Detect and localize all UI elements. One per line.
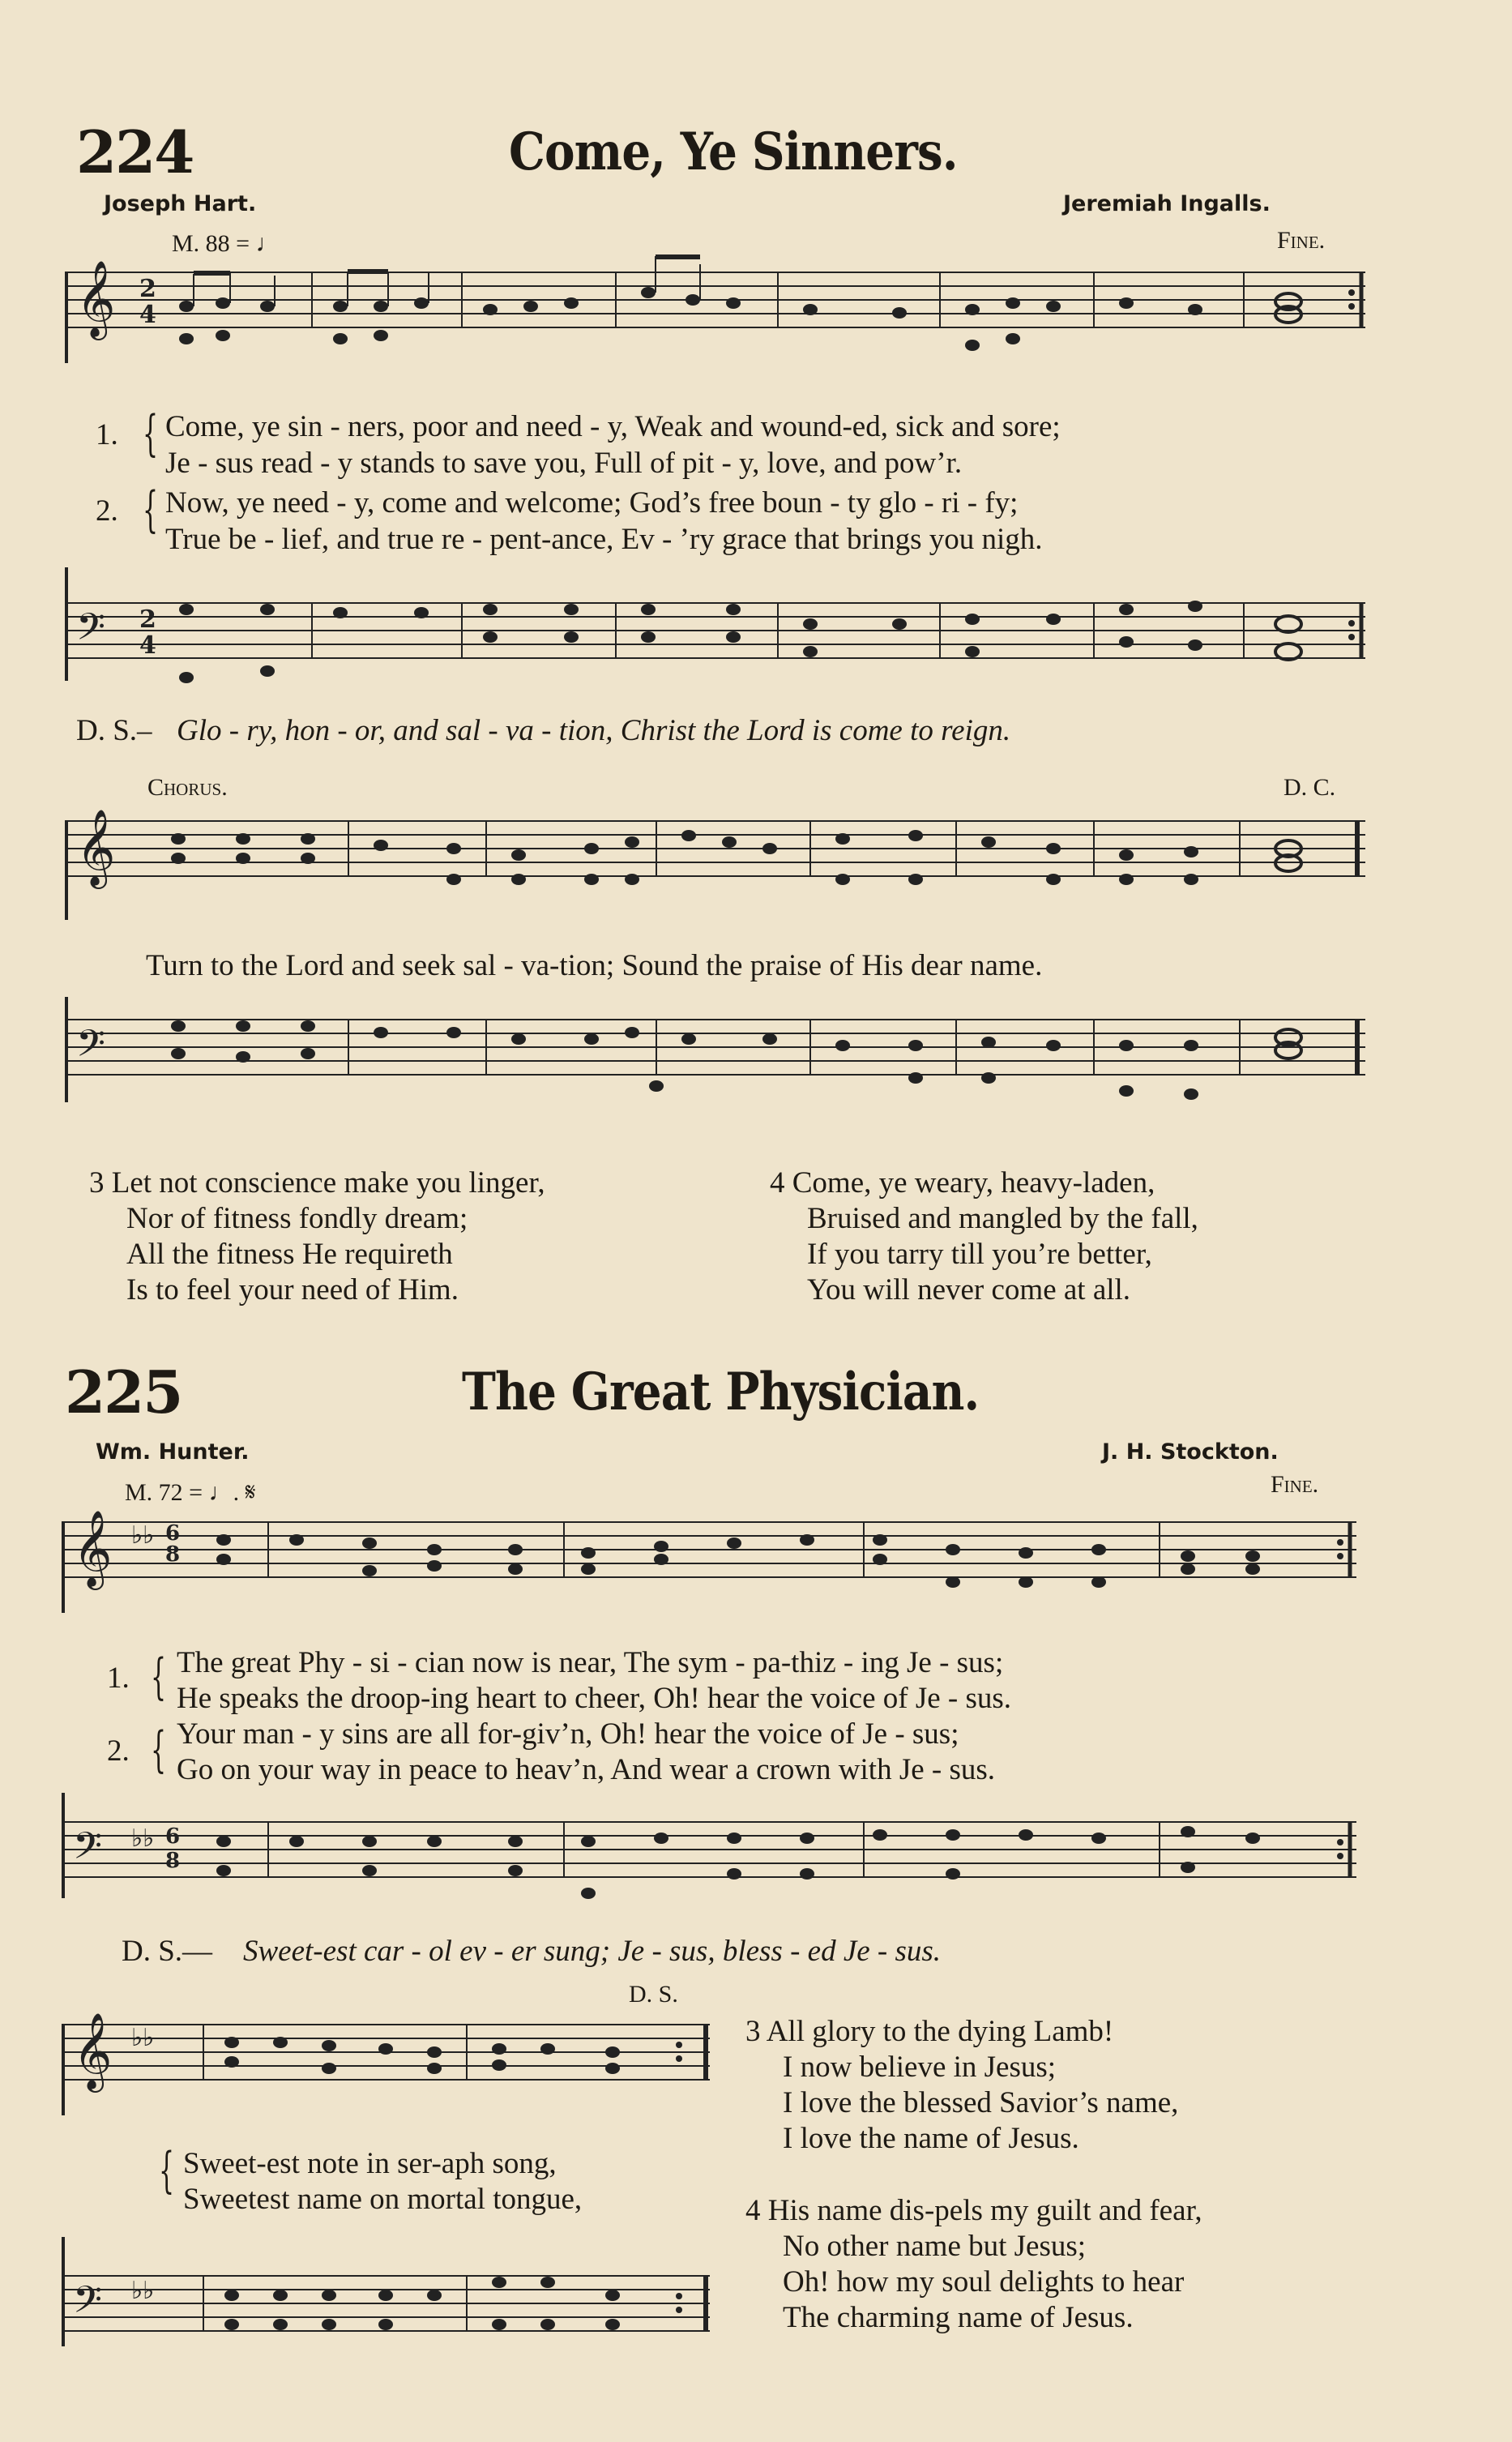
- svg-text:♭♭: ♭♭: [131, 2277, 155, 2305]
- verse-3: 3 All glory to the dying Lamb! I now believe in Jesus; I love the blessed Savior’s name, I love the name of Jesus.: [745, 2015, 1179, 2155]
- svg-text:8: 8: [165, 1542, 181, 1567]
- svg-text:𝄞: 𝄞: [73, 2012, 113, 2089]
- stanza-number: 1.: [107, 1662, 130, 1695]
- refrain-treble-staff: [62, 2010, 718, 2115]
- svg-text:2: 2: [139, 275, 156, 303]
- stanza-number: 2.: [96, 494, 118, 528]
- refrain-lyric: Sweetest name on mortal tongue,: [183, 2183, 583, 2216]
- hymn-title: Come, Ye Sinners.: [509, 122, 958, 182]
- svg-text:♭♭: ♭♭: [131, 2024, 155, 2052]
- composer-credit: Jeremiah Ingalls.: [1063, 191, 1271, 216]
- ds-label: D. S.–: [76, 714, 152, 747]
- svg-text:6: 6: [165, 1824, 181, 1849]
- lyric-line: Je - sus read - y stands to save you, Full of pit - y, love, and pow’r.: [165, 447, 963, 480]
- svg-text:4: 4: [139, 631, 156, 660]
- author-credit: Joseph Hart.: [104, 191, 257, 216]
- lyric-line: Your man - y sins are all for-giv’n, Oh! hear the voice of Je - sus;: [177, 1717, 959, 1751]
- lyric-line: Come, ye sin - ners, poor and need - y, Weak and wound-ed, sick and sore;: [165, 410, 1061, 443]
- refrain-bass-staff: [62, 2237, 718, 2350]
- fine-marking: Fine.: [1271, 1471, 1319, 1498]
- svg-text:𝄢: 𝄢: [73, 2278, 103, 2331]
- stanza-brace: {: [143, 405, 159, 462]
- chorus-bass-staff: [65, 997, 1369, 1118]
- svg-text:4: 4: [139, 301, 156, 329]
- svg-text:2: 2: [139, 605, 156, 634]
- refrain-brace: {: [159, 2142, 175, 2199]
- ds-lyric: Glo - ry, hon - or, and sal - va - tion, Christ the Lord is come to reign.: [177, 714, 1011, 747]
- treble-staff: [62, 1508, 1358, 1613]
- lyric-line: Go on your way in peace to heav’n, And wear a crown with Je - sus.: [177, 1753, 996, 1786]
- svg-text:8: 8: [165, 1849, 181, 1873]
- stanza-brace: {: [151, 1649, 167, 1705]
- author-credit: Wm. Hunter.: [96, 1439, 250, 1465]
- tempo-marking: M. 72 = ♩. 𝄋: [125, 1479, 256, 1506]
- composer-credit: J. H. Stockton.: [1102, 1439, 1279, 1465]
- verse-4: 4 Come, ye weary, heavy-laden, Bruised and mangled by the fall, If you tarry till you’re better, You will never come at all.: [770, 1166, 1198, 1307]
- ds-label: D. S.—: [122, 1935, 213, 1968]
- lyric-line: The great Phy - si - cian now is near, The sym - pa-thiz - ing Je - sus;: [177, 1646, 1004, 1679]
- hymn-number: 225: [65, 1358, 182, 1426]
- lyric-line: He speaks the droop-ing heart to cheer, Oh! hear the voice of Je - sus.: [177, 1682, 1012, 1715]
- stanza-brace: {: [143, 481, 159, 538]
- stanza-number: 2.: [107, 1734, 130, 1768]
- svg-text:𝄢: 𝄢: [73, 1824, 103, 1877]
- svg-text:𝄢: 𝄢: [76, 1022, 106, 1075]
- svg-text:𝄞: 𝄞: [73, 1510, 113, 1587]
- bass-staff: [62, 1793, 1358, 1914]
- svg-text:𝄞: 𝄞: [76, 260, 116, 337]
- chorus-treble-staff: [65, 806, 1369, 920]
- chorus-label: Chorus.: [147, 774, 228, 801]
- verse-3: 3 Let not conscience make you linger, Nor of fitness fondly dream; All the fitness He requireth Is to feel your need of Him.: [89, 1166, 545, 1307]
- hymn-title: The Great Physician.: [462, 1362, 980, 1422]
- lyric-line: Now, ye need - y, come and welcome; God’s free boun - ty glo - ri - fy;: [165, 486, 1019, 520]
- chorus-lyric: Turn to the Lord and seek sal - va-tion; Sound the praise of His dear name.: [146, 949, 1043, 982]
- svg-text:♭♭: ♭♭: [131, 1824, 155, 1853]
- stanza-brace: {: [151, 1721, 167, 1778]
- bass-staff: [65, 567, 1369, 697]
- ds-lyric: Sweet-est car - ol ev - er sung; Je - sus, bless - ed Je - sus.: [243, 1935, 942, 1968]
- ds-marking: D. S.: [629, 1981, 678, 2008]
- dc-marking: D. C.: [1283, 774, 1336, 801]
- verse-4: 4 His name dis-pels my guilt and fear, No other name but Jesus; Oh! how my soul delights to hear The charming name of Jesus.: [745, 2194, 1202, 2334]
- hymn-number: 224: [76, 118, 194, 186]
- svg-text:𝄢: 𝄢: [76, 605, 106, 658]
- svg-text:♭♭: ♭♭: [131, 1521, 155, 1550]
- treble-staff: [65, 258, 1369, 363]
- lyric-line: True be - lief, and true re - pent-ance, Ev - ’ry grace that brings you nigh.: [165, 523, 1043, 556]
- stanza-number: 1.: [96, 418, 118, 451]
- fine-marking: Fine.: [1277, 227, 1326, 254]
- tempo-marking: M. 88 = ♩: [172, 230, 280, 257]
- refrain-lyric: Sweet-est note in ser-aph song,: [183, 2147, 557, 2180]
- svg-text:𝄞: 𝄞: [76, 809, 116, 886]
- svg-text:6: 6: [165, 1521, 181, 1546]
